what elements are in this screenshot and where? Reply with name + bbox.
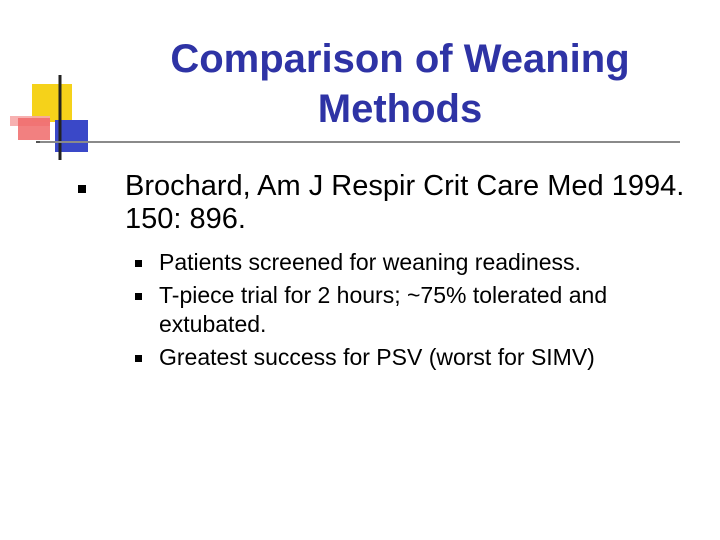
square-bullet-icon xyxy=(78,185,86,193)
square-bullet-icon xyxy=(135,260,142,267)
square-bullet-icon xyxy=(135,355,142,362)
sub-bullet-list xyxy=(130,248,700,372)
bullet-text: Brochard, Am J Respir Crit Care Med 1994. 150: 896. xyxy=(125,170,685,235)
sub-bullet-item xyxy=(130,343,700,372)
sub-bullet-item xyxy=(130,248,700,277)
sub-bullet-text: T-piece trial for 2 hours; ~75% tolerated and extubated. xyxy=(159,282,608,337)
sub-bullet-text: Patients screened for weaning readiness. xyxy=(159,249,581,275)
square-bullet-icon xyxy=(135,293,142,300)
sub-bullet-item xyxy=(130,281,700,339)
title-divider xyxy=(40,141,680,143)
sub-bullet-text: Greatest success for PSV (worst for SIMV) xyxy=(159,344,595,370)
slide-title: Comparison of Weaning Methods xyxy=(170,37,630,131)
